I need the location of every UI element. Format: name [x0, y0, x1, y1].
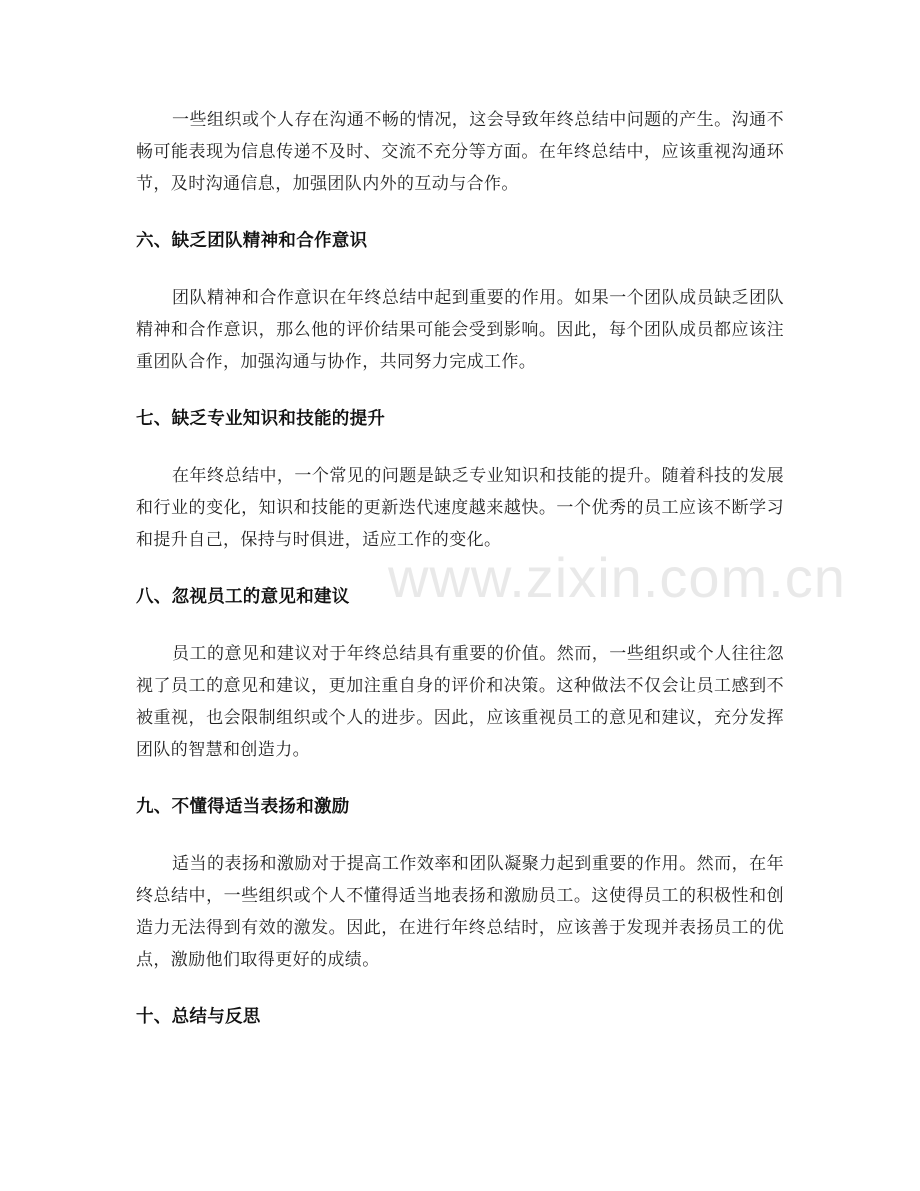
heading-section-9: 九、不懂得适当表扬和激励 — [136, 797, 350, 817]
paragraph-section-9: 适当的表扬和激励对于提高工作效率和团队凝聚力起到重要的作用。然而，在年终总结中，一些组织或个人不懂得适当地表扬和激励员工。这使得员工的积极性和创造力无法得到有效的激发。因此，在进行年终总结时，应该善于发现并表扬员工的优点，激励他们取得更好的成绩。 — [136, 854, 784, 970]
paragraph-communication: 一些组织或个人存在沟通不畅的情况，这会导致年终总结中问题的产生。沟通不畅可能表现为信息传递不及时、交流不充分等方面。在年终总结中，应该重视沟通环节，及时沟通信息，加强团队内外的互动与合作。 — [136, 110, 784, 194]
paragraph-section-8: 员工的意见和建议对于年终总结具有重要的价值。然而，一些组织或个人往往忽视了员工的意见和建议，更加注重自身的评价和决策。这种做法不仅会让员工感到不被重视，也会限制组织或个人的进步。因此，应该重视员工的意见和建议，充分发挥团队的智慧和创造力。 — [136, 644, 784, 760]
heading-section-7: 七、缺乏专业知识和技能的提升 — [136, 409, 386, 429]
paragraph-section-6: 团队精神和合作意识在年终总结中起到重要的作用。如果一个团队成员缺乏团队精神和合作意识，那么他的评价结果可能会受到影响。因此，每个团队成员都应该注重团队合作，加强沟通与协作，共同努力完成工作。 — [136, 288, 784, 372]
heading-section-8: 八、忽视员工的意见和建议 — [136, 587, 350, 607]
heading-section-6: 六、缺乏团队精神和合作意识 — [136, 231, 368, 251]
paragraph-section-7: 在年终总结中，一个常见的问题是缺乏专业知识和技能的提升。随着科技的发展和行业的变化，知识和技能的更新迭代速度越来越快。一个优秀的员工应该不断学习和提升自己，保持与时俱进，适应工作的变化。 — [136, 466, 784, 550]
heading-section-10: 十、总结与反思 — [136, 1007, 261, 1027]
watermark: www.zixin.com.cn — [388, 546, 846, 609]
